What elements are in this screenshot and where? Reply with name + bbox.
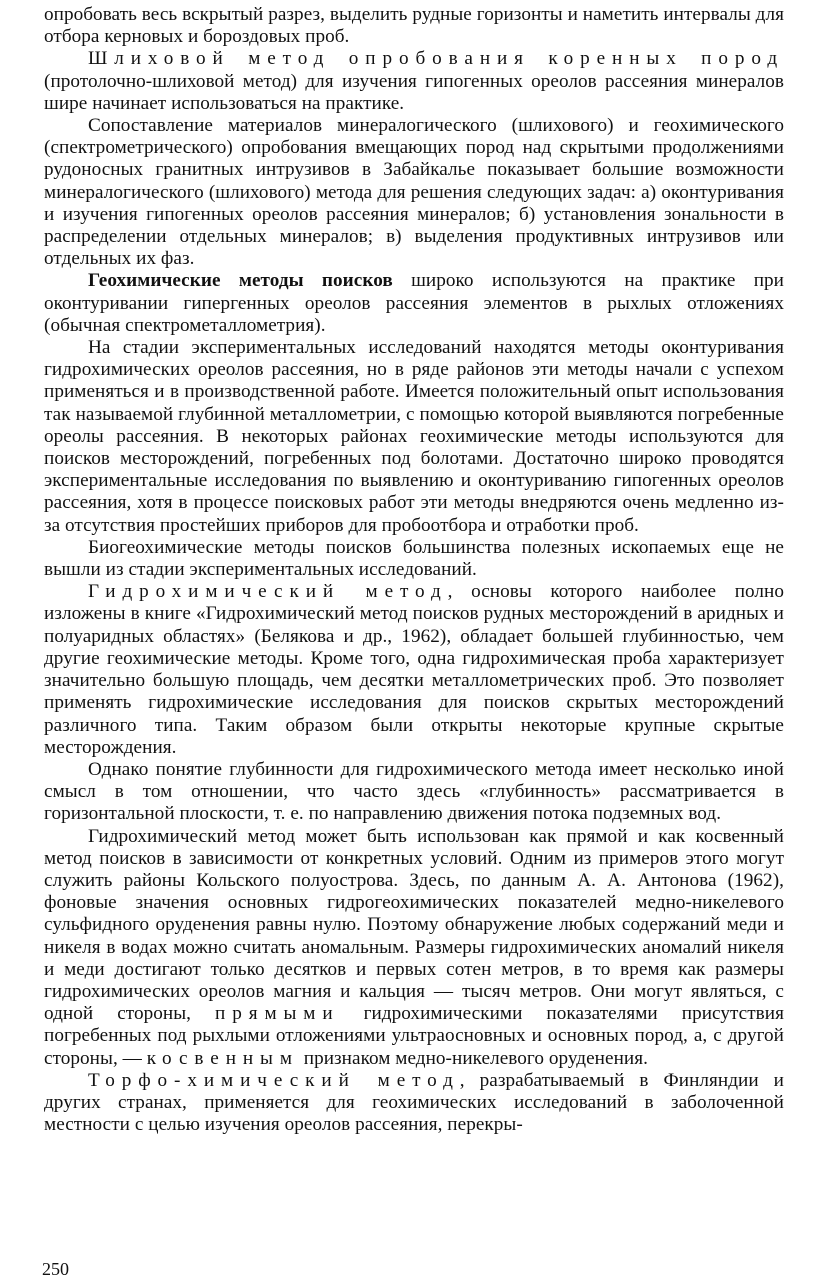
paragraph-biogeochemical [44, 537, 784, 581]
paragraph-text: , основы которого наиболее полно изложены в книге «Гидрохимический метод поисков рудных месторождений в аридных и полуаридных областях» (Белякова и др., 1962), обладает большей глубинностью, чем другие геохимические методы. Кроме того, одна гидрохимическая проба характеризует значительно большую площадь, чем десятки металлометрических проб. Это позволяет применять гидрохимические исследования для поисков скрытых месторождений различного типа. Таким образом были открыты некоторые крупные скрытые месторождения. [44, 581, 784, 758]
spaced-emphasis: прямыми [215, 1003, 340, 1025]
paragraph-hydrochemical-method [44, 581, 784, 759]
paragraph-placer-method [44, 48, 784, 115]
paragraph-text: Сопоставление материалов минералогического (шлихового) и геохимического (спектрометрического) опробования вмещающих пород над скрытыми продолжениями рудоносных гранитных интрузивов в Забайкалье показывает большие возможности минералогического (шлихового) метода для решения следующих задач: а) оконтуривания и изучения гипогенных ореолов рассеяния минералов; б) установления зональности в распределении отдельных минералов; в) выделения продуктивных интрузивов или отдельных их фаз. [44, 115, 784, 270]
paragraph-text: опробовать весь вскрытый разрез, выделить рудные горизонты и наметить интервалы для отбора керновых и бороздовых проб. [44, 4, 784, 48]
paragraph-text: (протолочно-шлиховой метод) для изучения гипогенных ореолов рассеяния минералов шире начинает использоваться на практике. [44, 70, 784, 114]
bold-heading: Геохимические методы поисков [88, 270, 393, 292]
paragraph-text: Гидрохимический метод может быть использован как прямой и как косвенный метод поисков в зависимости от конкретных условий. Одним из примеров этого могут служить районы Кольского полуострова. Здесь, по данным А. А. Антонова (1962), фоновые значения основных гидрогеохимических показателей медно-никелевого сульфидного оруденения равны нулю. Поэтому обнаружение любых содержаний меди и никеля в водах можно считать аномальным. Размеры гидрохимических аномалий никеля и меди достигают только десятков и первых сотен метров, в то время как размеры гидрохимических ореолов магния и кальция — тысяч метров. Они могут являться, с одной стороны, [44, 825, 784, 1025]
spaced-heading: Торфо-химический метод [88, 1069, 460, 1091]
spaced-heading: Гидрохимический метод [88, 581, 448, 603]
paragraph-text: Однако понятие глубинности для гидрохимического метода имеет несколько иной смысл в том отношении, что часто здесь «глубинность» рассматривается в горизонтальной плоскости, т. е. по направлению движения потока подземных вод. [44, 758, 784, 825]
paragraph-experimental-stage [44, 337, 784, 537]
paragraph-text: признаком медно-никелевого оруденения. [298, 1047, 648, 1069]
spaced-emphasis: косвенным [146, 1047, 299, 1069]
paragraph-continuation [44, 4, 784, 48]
paragraph-text: Биогеохимические методы поисков большинства полезных ископаемых еще не вышли из стадии экспериментальных исследований. [44, 536, 784, 581]
paragraph-kola-example [44, 826, 784, 1070]
page-body [44, 4, 784, 1136]
paragraph-comparison [44, 115, 784, 270]
paragraph-peat-chemical [44, 1070, 784, 1137]
paragraph-geochemical-methods [44, 270, 784, 337]
paragraph-text: , разрабатываемый в Финляндии и других странах, применяется для геохимических исследований в заболоченной местности с целью изучения ореолов рассеяния, перекры- [44, 1069, 784, 1136]
page-number: 250 [42, 1259, 69, 1279]
paragraph-text: широко используются на практике при оконтуривании гипергенных ореолов рассеяния элементов в рыхлых отложениях (обычная спектрометаллометрия). [44, 270, 784, 336]
paragraph-depth-concept [44, 759, 784, 826]
paragraph-text: гидрохимическими показателями присутствия погребенных под рыхлыми отложениями ультраосновных и основных пород, а, с другой стороны, — [44, 1003, 784, 1069]
spaced-heading: Шлиховой метод опробования коренных пород [88, 48, 784, 70]
paragraph-text: На стадии экспериментальных исследований находятся методы оконтуривания гидрохимических ореолов рассеяния, но в ряде районов эти методы начали с успехом применяться и в производственной работе. Имеется положительный опыт использования так называемой глубинной металлометрии, с помощью которой выявляются погребенные ореолы рассеяния. В некоторых районах геохимические методы используются для поисков месторождений, погребенных под болотами. Достаточно широко проводятся экспериментальные исследования по выявлению и оконтуриванию гипогенных ореолов рассеяния, хотя в процессе поисковых работ эти методы внедряются очень медленно из-за отсутствия простейших приборов для пробоотбора и отработки проб. [44, 337, 784, 536]
